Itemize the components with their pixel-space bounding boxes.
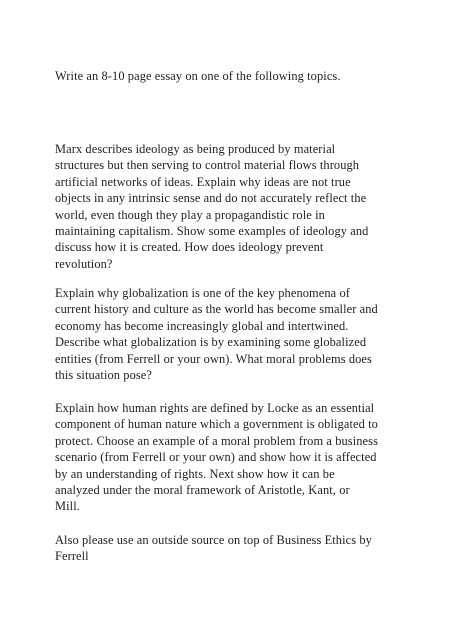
essay-topic-globalization: Explain why globalization is one of the key phenomena of current history and culture as the world has become smaller and economy has become increasingly global and intertwined. Describe what globalization is by examining some globalized entities (from Ferrell or your own). What moral problems does this situation pose? xyxy=(55,286,378,383)
source-requirement-note: Also please use an outside source on top of Business Ethics by Ferrell xyxy=(55,533,372,564)
essay-topic-human-rights: Explain how human rights are defined by Locke as an essential component of human nature which a government is obligated to protect. Choose an example of a moral problem from a business scenario (from Ferrell or your own) and show how it is affected by an understanding of rights. Next show how it can be analyzed under the moral framework of Aristotle, Kant, or Mill. xyxy=(55,401,379,514)
assignment-instructions: Write an 8-10 page essay on one of the following topics. xyxy=(55,69,341,83)
essay-topic-ideology: Marx describes ideology as being produced by material structures but then serving to control material flows through artificial networks of ideas. Explain why ideas are not true objects in any intrinsic sense and do not accurately reflect the world, even though they play a propagandistic role in maintaining capitalism. Show some examples of ideology and discuss how it is created. How does ideology prevent revolution? xyxy=(55,142,369,271)
